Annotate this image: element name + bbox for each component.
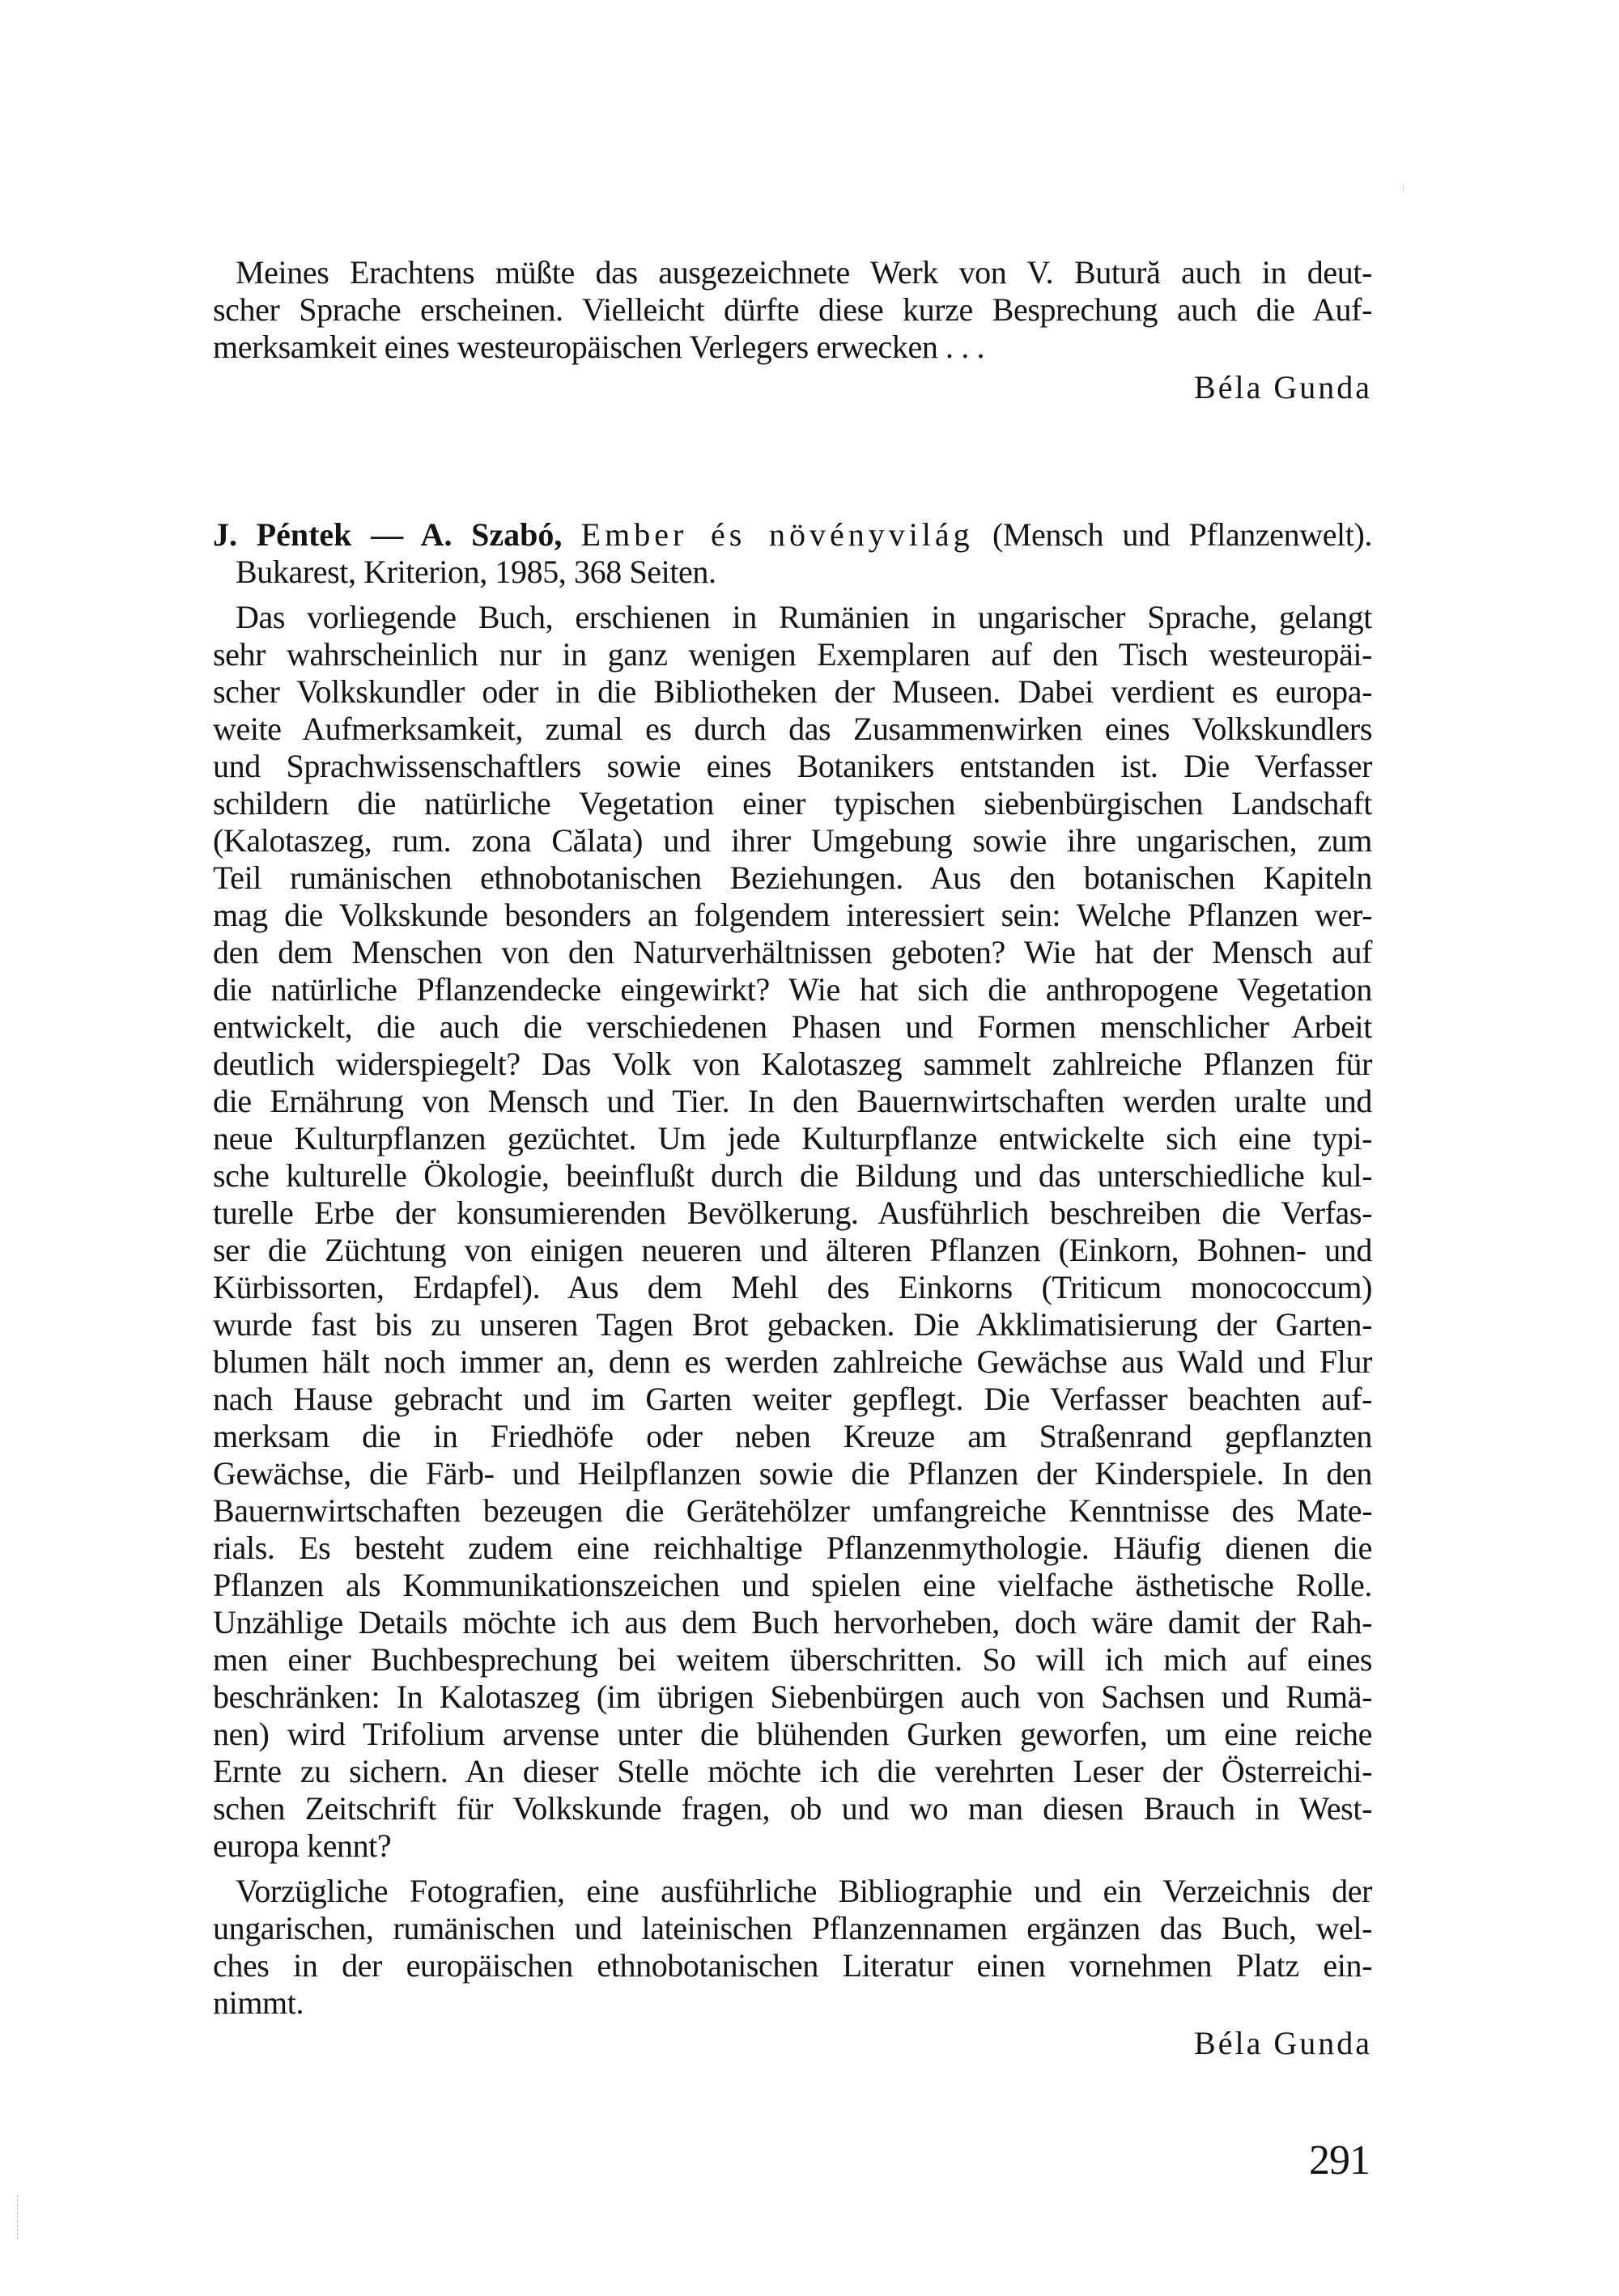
text-line: nen) wird Trifolium arvense unter die blühenden Gurken geworfen, um eine reiche bbox=[213, 1716, 1372, 1752]
text-line: weite Aufmerksamkeit, zumal es durch das Zusammenwirken eines Volkskundlers bbox=[213, 711, 1372, 747]
review-authors: J. Péntek — A. Szabó, bbox=[213, 516, 563, 553]
text-line: Kürbissorten, Erdapfel). Aus dem Mehl des Einkorns (Triticum monococcum) bbox=[213, 1269, 1372, 1305]
text-line: Das vorliegende Buch, erschienen in Rumänien in ungarischer Sprache, gelangt bbox=[236, 599, 1372, 635]
text-line: wurde fast bis zu unseren Tagen Brot gebacken. Die Akklimatisierung der Garten- bbox=[213, 1306, 1372, 1343]
text-line: neue Kulturpflanzen gezüchtet. Um jede Kulturpflanze entwickelte sich eine typi- bbox=[213, 1120, 1372, 1156]
text-line: nach Hause gebracht und im Garten weiter gepflegt. Die Verfasser beachten auf- bbox=[213, 1381, 1372, 1417]
text-line: rials. Es besteht zudem eine reichhaltige Pflanzenmythologie. Häufig dienen die bbox=[213, 1530, 1372, 1566]
text-line: europa kennt? bbox=[213, 1827, 392, 1864]
text-line: Vorzügliche Fotografien, eine ausführliche Bibliographie und ein Verzeichnis der bbox=[236, 1873, 1372, 1909]
text-line: sehr wahrscheinlich nur in ganz wenigen Exemplaren auf den Tisch westeuropäi- bbox=[213, 636, 1372, 673]
scan-artifact bbox=[17, 2195, 19, 2239]
scan-artifact bbox=[1403, 185, 1404, 191]
text-line: und Sprachwissenschaftlers sowie eines Botanikers entstanden ist. Die Verfasser bbox=[213, 748, 1372, 784]
text-line: Gewächse, die Färb- und Heilpflanzen sowie die Pflanzen der Kinderspiele. In den bbox=[213, 1455, 1372, 1492]
text-line: merksam die in Friedhöfe oder neben Kreuze am Straßenrand gepflanzten bbox=[213, 1418, 1372, 1454]
text-line: scher Sprache erscheinen. Vielleicht dürfte diese kurze Besprechung auch die Auf- bbox=[213, 291, 1372, 328]
text-line: blumen hält noch immer an, denn es werden zahlreiche Gewächse aus Wald und Flur bbox=[213, 1343, 1372, 1380]
page-number: 291 bbox=[1309, 2137, 1370, 2184]
text-line: turelle Erbe der konsumierenden Bevölkerung. Ausführlich beschreiben die Verfas- bbox=[213, 1195, 1372, 1231]
signature: Béla Gunda bbox=[1194, 2025, 1372, 2061]
text-line: Teil rumänischen ethnobotanischen Beziehungen. Aus den botanischen Kapiteln bbox=[213, 859, 1372, 896]
text-line: schen Zeitschrift für Volkskunde fragen, ob und wo man diesen Brauch in West- bbox=[213, 1790, 1372, 1827]
text-line: nimmt. bbox=[213, 1984, 304, 2021]
citation-line bbox=[213, 516, 1372, 554]
previous-review bbox=[213, 254, 1372, 406]
text-line: die natürliche Pflanzendecke eingewirkt? Wie hat sich die anthropogene Vegetation bbox=[213, 971, 1372, 1008]
text-line: deutlich widerspiegelt? Das Volk von Kalotaszeg sammelt zahlreiche Pflanzen für bbox=[213, 1046, 1372, 1082]
text-line: ches in der europäischen ethnobotanischen Literatur einen vornehmen Platz ein- bbox=[213, 1947, 1372, 1984]
publication-info: Bukarest, Kriterion, 1985, 368 Seiten. bbox=[236, 554, 716, 590]
text-line: Ernte zu sichern. An dieser Stelle möchte ich die verehrten Leser der Österreichi- bbox=[213, 1753, 1372, 1789]
review-header bbox=[213, 516, 1372, 591]
text-line: beschränken: In Kalotaszeg (im übrigen Siebenbürgen auch von Sachsen und Rumä- bbox=[213, 1678, 1372, 1715]
text-line: merksamkeit eines westeuropäischen Verlegers erwecken . . . bbox=[213, 329, 985, 365]
text-line: ungarischen, rumänischen und lateinischen Pflanzennamen ergänzen das Buch, wel- bbox=[213, 1910, 1372, 1946]
text-line: mag die Volkskunde besonders an folgendem interessiert sein: Welche Pflanzen wer- bbox=[213, 897, 1372, 933]
text-line: Pflanzen als Kommunikationszeichen und spielen eine vielfache ästhetische Rolle. bbox=[213, 1567, 1372, 1603]
text-line: (Kalotaszeg, rum. zona Călata) und ihrer Umgebung sowie ihre ungarischen, zum bbox=[213, 822, 1372, 859]
text-line: sche kulturelle Ökologie, beeinflußt durch die Bildung und das unterschiedliche kul- bbox=[213, 1157, 1372, 1194]
book-title: Ember és növényvilág bbox=[580, 516, 974, 553]
text-line: die Ernährung von Mensch und Tier. In den Bauernwirtschaften werden uralte und bbox=[213, 1083, 1372, 1119]
text-line: Unzählige Details möchte ich aus dem Buch hervorheben, doch wäre damit der Rah- bbox=[213, 1604, 1372, 1640]
text-line: men einer Buchbesprechung bei weitem überschritten. So will ich mich auf eines bbox=[213, 1641, 1372, 1678]
text-line: Bauernwirtschaften bezeugen die Gerätehölzer umfangreiche Kenntnisse des Mate- bbox=[213, 1492, 1372, 1529]
text-line: entwickelt, die auch die verschiedenen Phasen und Formen menschlicher Arbeit bbox=[213, 1008, 1372, 1045]
book-title-translation: (Mensch und Pflanzenwelt). bbox=[992, 516, 1372, 553]
signature: Béla Gunda bbox=[1194, 369, 1372, 405]
review-paragraph-1 bbox=[213, 599, 1372, 1865]
text-line: Meines Erachtens müßte das ausgezeichnete Werk von V. Butură auch in deut- bbox=[236, 254, 1372, 291]
text-line: ser die Züchtung von einigen neueren und älteren Pflanzen (Einkorn, Bohnen- und bbox=[213, 1232, 1372, 1268]
text-line: schildern die natürliche Vegetation einer typischen siebenbürgischen Landschaft bbox=[213, 785, 1372, 821]
text-line: scher Volkskundler oder in die Bibliotheken der Museen. Dabei verdient es europa- bbox=[213, 673, 1372, 710]
text-line: den dem Menschen von den Naturverhältnissen geboten? Wie hat der Mensch auf bbox=[213, 934, 1372, 970]
review-paragraph-2 bbox=[213, 1873, 1372, 2062]
